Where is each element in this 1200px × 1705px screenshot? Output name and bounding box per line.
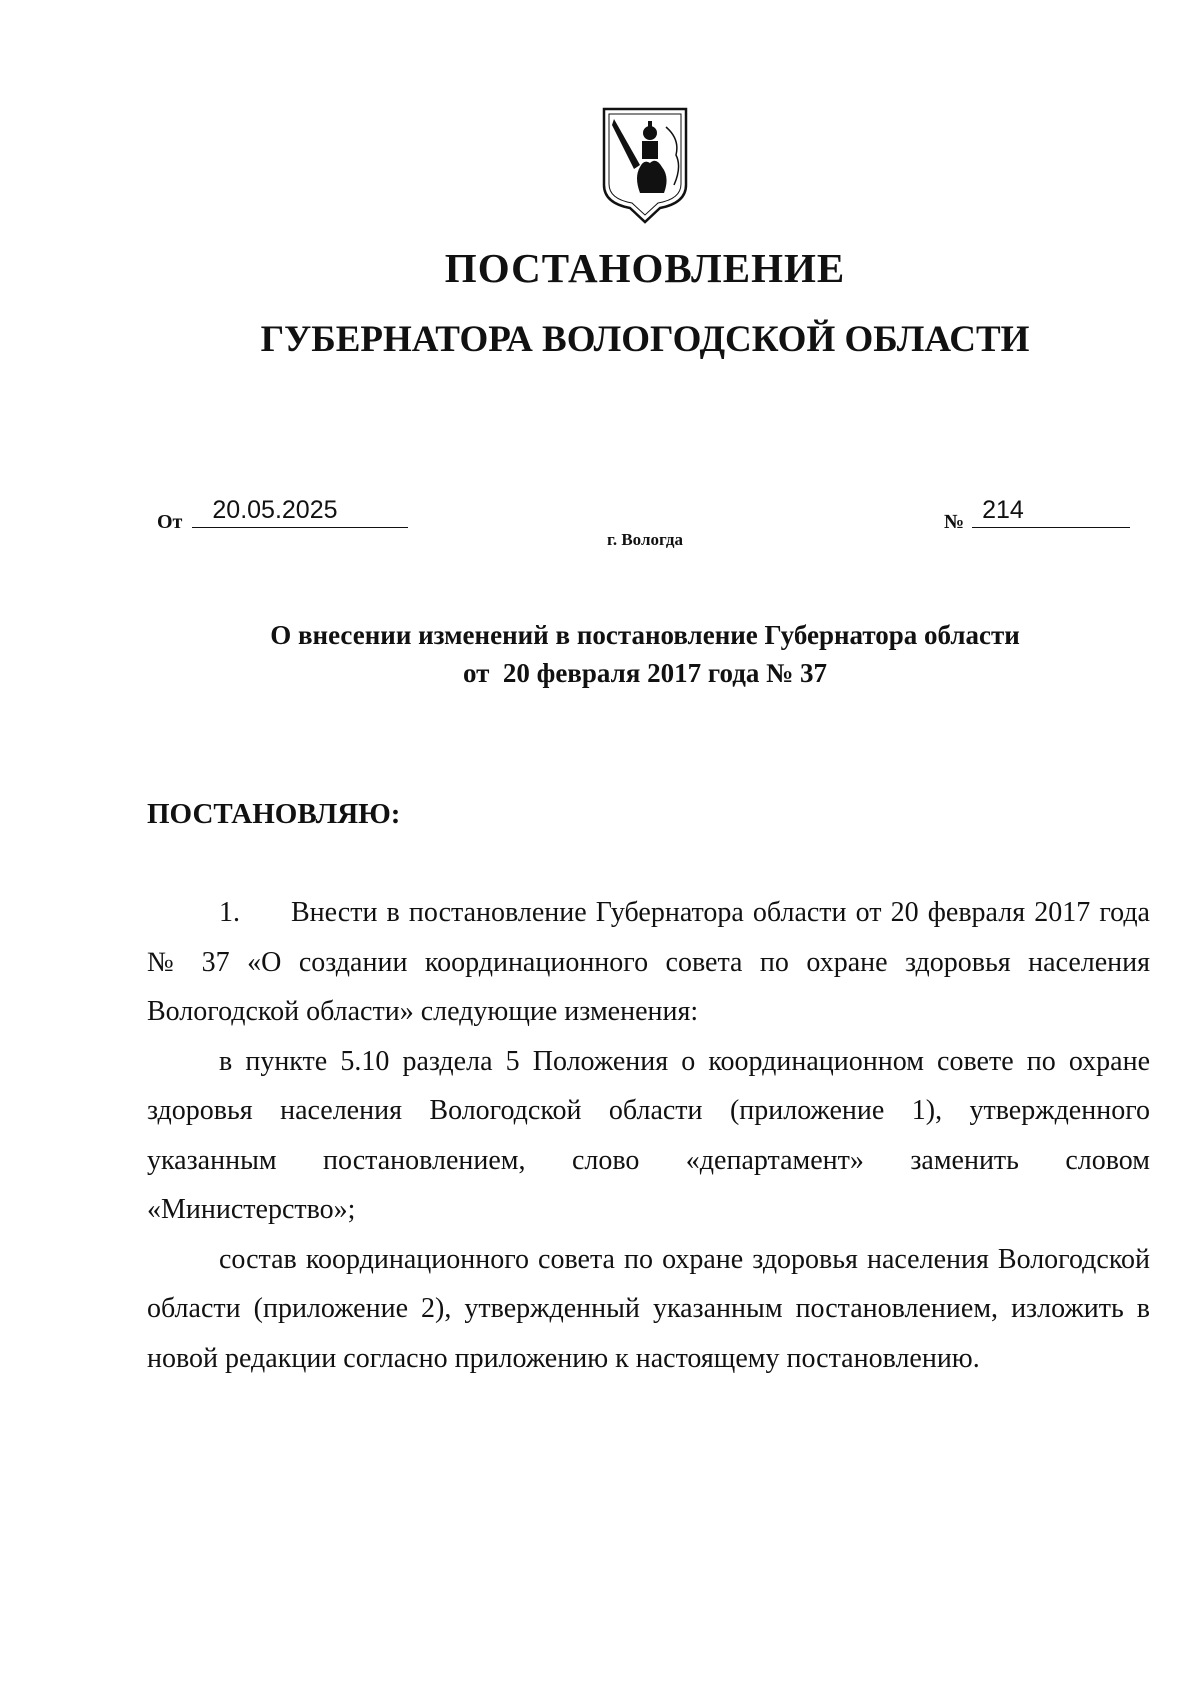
subject-line-2: от 20 февраля 2017 года № 37: [462, 658, 827, 688]
document-issuer: ГУБЕРНАТОРА ВОЛОГОДСКОЙ ОБЛАСТИ: [260, 319, 1030, 360]
date-prefix: От: [157, 511, 183, 533]
coat-of-arms-icon: [600, 105, 690, 225]
document-body: [147, 888, 1150, 1383]
paragraph-2: в пункте 5.10 раздела 5 Положения о координационном совете по охране здоровья населения Вологодской области (приложение 1), утвержденного указанным постановлением, слово «департамент» заменить словом «Министерство»;: [147, 1045, 1150, 1225]
subject-line-1: О внесении изменений в постановление Губернатора области: [270, 620, 1020, 650]
item-number: 1.: [219, 897, 240, 928]
number-prefix: №: [944, 511, 965, 533]
city: г. Вологда: [607, 530, 683, 549]
paragraph-3: состав координационного совета по охране здоровья населения Вологодской области (приложение 2), утвержденный указанным постановлением, изложить в новой редакции согласно приложению к настоящему постановлению.: [147, 1243, 1150, 1374]
date-field: [157, 497, 408, 534]
number-value: 214: [982, 496, 1024, 524]
date-line: [192, 497, 408, 528]
decree-word: ПОСТАНОВЛЯЮ:: [147, 798, 401, 830]
number-line: [972, 497, 1130, 528]
number-field: [944, 497, 1130, 534]
document-subject: [0, 616, 1200, 692]
document-title: ПОСТАНОВЛЕНИЕ: [444, 245, 846, 291]
paragraph-item-1: [147, 888, 1150, 1037]
date-value: 20.05.2025: [212, 496, 338, 524]
item-1-text: Внести в постановление Губернатора области от 20 февраля 2017 года № 37 «О создании координационного совета по охране здоровья населения Вологодской области» следующие изменения:: [147, 897, 1150, 1027]
